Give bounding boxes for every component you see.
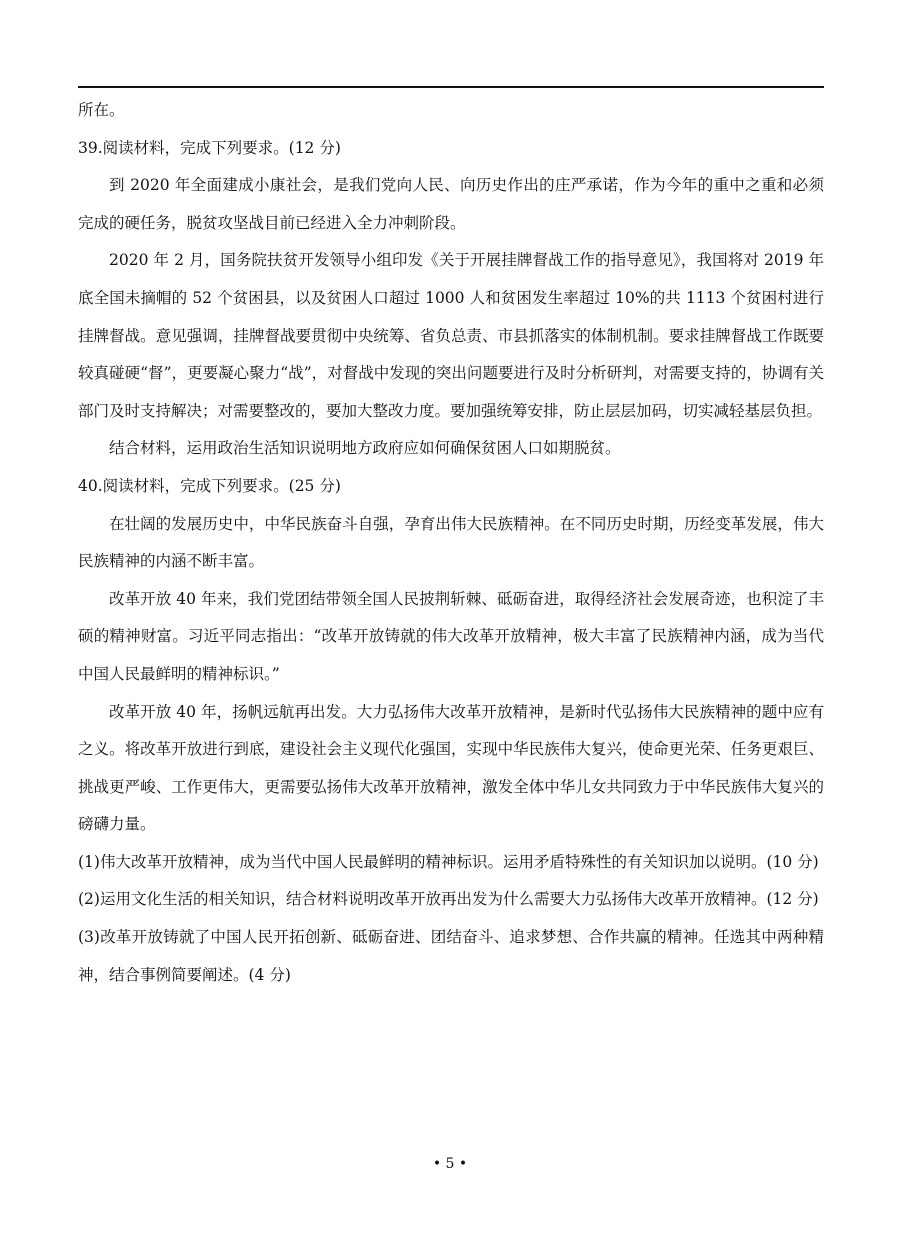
paragraph: 改革开放 40 年，扬帆远航再出发。大力弘扬伟大改革开放精神，是新时代弘扬伟大民族精神的题中应有之义。将改革开放进行到底，建设社会主义现代化强国，实现中华民族伟大复兴，使命更光荣、任务更艰巨、挑战更严峻、工作更伟大，更需要弘扬伟大改革开放精神，激发全体中华儿女共同致力于中华民族伟大复兴的磅礴力量。	[78, 702, 824, 834]
paragraph: 在壮阔的发展历史中，中华民族奋斗自强，孕育出伟大民族精神。在不同历史时期，历经变革发展，伟大民族精神的内涵不断丰富。	[78, 514, 824, 571]
top-rule	[78, 86, 824, 88]
question-39-prompt: 结合材料，运用政治生活知识说明地方政府应如何确保贫困人口如期脱贫。	[109, 439, 621, 458]
question-40-part-2: (2)运用文化生活的相关知识，结合材料说明改革开放再出发为什么需要大力弘扬伟大改革开放精神。(12 分)	[78, 890, 819, 909]
question-40-heading: 40.阅读材料，完成下列要求。(25 分)	[78, 476, 341, 495]
paragraph: 所在。	[78, 101, 125, 119]
paragraph: 到 2020 年全面建成小康社会，是我们党向人民、向历史作出的庄严承诺，作为今年的重中之重和必须完成的硬任务，脱贫攻坚战目前已经进入全力冲刺阶段。	[78, 176, 824, 232]
page-number: • 5 •	[432, 1156, 468, 1172]
page-content	[78, 92, 824, 994]
paragraph: 2020 年 2 月，国务院扶贫开发领导小组印发《关于开展挂牌督战工作的指导意见》，我国将对 2019 年底全国未摘帽的 52 个贫困县，以及贫困人口超过 1000 人和贫困发生率超过 10%的共 1113 个贫困村进行挂牌督战。意见强调，挂牌督战要贯彻中央统筹、省负总责、市县抓落实的体制机制。要求挂牌督战工作既要较真碰硬“督”，更要凝心聚力“战”，对督战中发现的突出问题要进行及时分析研判，对需要支持的，协调有关部门及时支持解决；对需要整改的，要加大整改力度。要加强统筹安排，防止层层加码，切实减轻基层负担。	[78, 251, 824, 420]
question-40-part-1: (1)伟大改革开放精神，成为当代中国人民最鲜明的精神标识。运用矛盾特殊性的有关知识加以说明。(10 分)	[78, 852, 819, 871]
paragraph: 改革开放 40 年来，我们党团结带领全国人民披荆斩棘、砥砺奋进，取得经济社会发展奇迹，也积淀了丰硕的精神财富。习近平同志指出：“改革开放铸就的伟大改革开放精神，极大丰富了民族精神内涵，成为当代中国人民最鲜明的精神标识。”	[78, 589, 824, 683]
question-39-heading: 39.阅读材料，完成下列要求。(12 分)	[78, 138, 341, 157]
question-40-part-3: (3)改革开放铸就了中国人民开拓创新、砥砺奋进、团结奋斗、追求梦想、合作共赢的精神。任选其中两种精神，结合事例简要阐述。(4 分)	[78, 928, 824, 984]
